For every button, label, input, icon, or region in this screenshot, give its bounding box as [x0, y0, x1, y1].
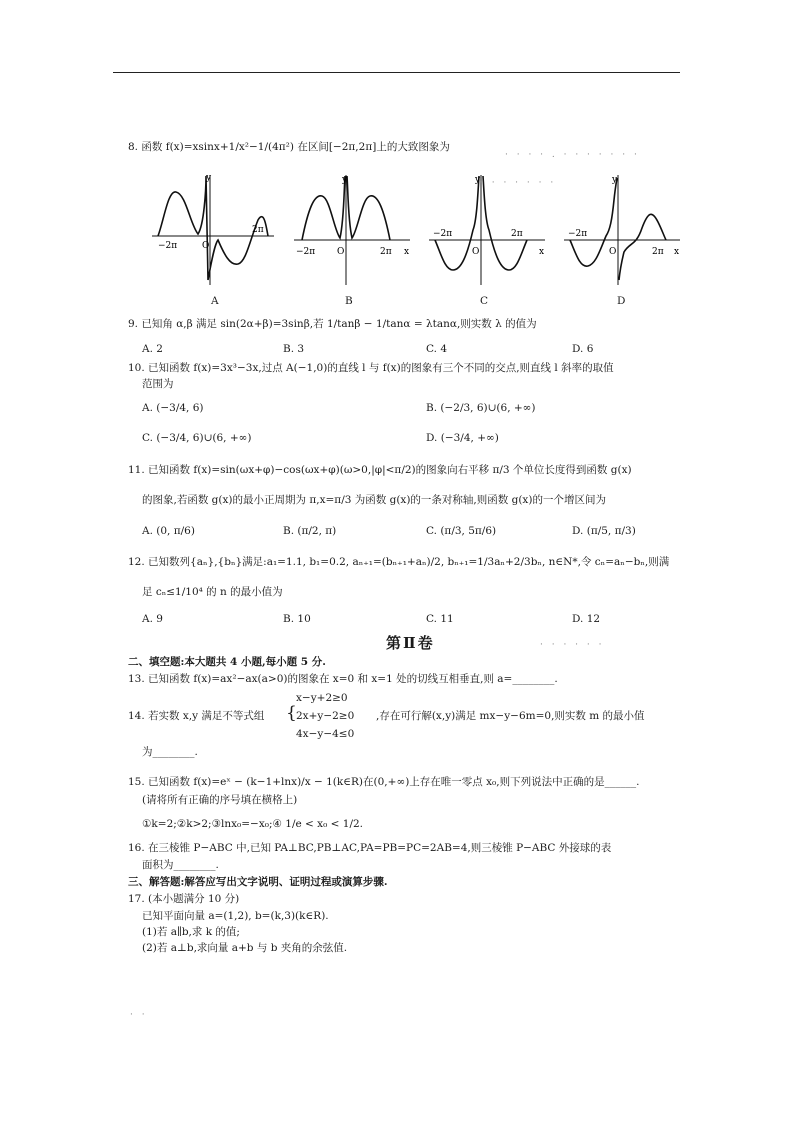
y-label: y: [206, 173, 212, 183]
q14-prefix: 14. 若实数 x,y 满足不等式组: [128, 710, 265, 722]
graph-a: [148, 170, 278, 290]
scan-noise: · · · · . · · · · · · ·: [505, 150, 640, 160]
q15-stem-line1: 15. 已知函数 f(x)=eˣ − (k−1+lnx)/x − 1(k∈R)在(0,+∞)上存在唯一零点 x₀,则下列说法中正确的是______.: [128, 776, 640, 788]
q16-stem-line2: 面积为________.: [142, 859, 219, 871]
graph-c-label: C: [480, 295, 489, 307]
q11-stem-line1: 11. 已知函数 f(x)=sin(ωx+φ)−cos(ωx+φ)(ω>0,|φ|<π/2)的图象向右平移 π/3 个单位长度得到函数 g(x): [128, 464, 632, 476]
q10-stem-line2: 范围为: [142, 378, 174, 390]
q10-option-b[interactable]: B. (−2/3, 6)∪(6, +∞): [426, 402, 536, 414]
q14-sys-1: x−y+2≥0: [296, 692, 348, 704]
origin-label: O: [202, 241, 210, 251]
right-tick: 2π: [252, 225, 264, 235]
x-label: x: [404, 247, 410, 257]
q14-sys-3: 4x−y−4≤0: [296, 728, 355, 740]
part3-header: 三、解答题:解答应写出文字说明、证明过程或演算步骤.: [128, 876, 388, 888]
q17-line3: (2)若 a⊥b,求向量 a+b 与 b 夹角的余弦值.: [142, 942, 348, 954]
section-title: 第Ⅱ卷: [386, 634, 435, 652]
graph-c: [425, 170, 550, 290]
q10-stem-line1: 10. 已知函数 f(x)=3x³−3x,过点 A(−1,0)的直线 l 与 f(x)的图象有三个不同的交点,则直线 l 斜率的取值: [128, 362, 614, 374]
q14-line2: 为________.: [142, 746, 198, 758]
x-label: x: [674, 247, 680, 257]
q12-stem-line1: 12. 已知数列{aₙ},{bₙ}满足:a₁=1.1, b₁=0.2, aₙ₊₁=(bₙ₊₁+aₙ)/2, bₙ₊₁=1/3aₙ+2/3bₙ, n∈N*,令 cₙ=aₙ−bₙ,则满: [128, 556, 670, 568]
origin-label: O: [472, 247, 480, 257]
y-label: y: [475, 175, 481, 185]
scan-noise: · · · · · ·: [540, 640, 605, 650]
graph-b: [290, 170, 415, 290]
q11-option-d[interactable]: D. (π/5, π/3): [572, 525, 636, 537]
left-tick: −2π: [568, 229, 588, 239]
right-tick: 2π: [511, 229, 523, 239]
graph-d-label: D: [617, 295, 626, 307]
q11-stem-line2: 的图象,若函数 g(x)的最小正周期为 π,x=π/3 为函数 g(x)的一条对称轴,则函数 g(x)的一个增区间为: [142, 494, 606, 506]
q16-stem-line1: 16. 在三棱锥 P−ABC 中,已知 PA⊥BC,PB⊥AC,PA=PB=PC=2AB=4,则三棱锥 P−ABC 外接球的表: [128, 842, 612, 854]
q11-option-b[interactable]: B. (π/2, π): [283, 525, 337, 537]
q12-option-a[interactable]: A. 9: [142, 613, 163, 625]
q10-option-a[interactable]: A. (−3/4, 6): [142, 402, 204, 414]
graph-a-label: A: [211, 295, 219, 307]
q17-line1: 已知平面向量 a=(1,2), b=(k,3)(k∈R).: [142, 910, 329, 922]
q12-option-b[interactable]: B. 10: [283, 613, 311, 625]
graph-d: [560, 170, 685, 290]
q17-line2: (1)若 a∥b,求 k 的值;: [142, 926, 240, 938]
origin-label: O: [337, 247, 345, 257]
left-tick: −2π: [296, 247, 316, 257]
q9-option-d[interactable]: D. 6: [572, 343, 594, 355]
left-tick: −2π: [433, 229, 453, 239]
q9-option-a[interactable]: A. 2: [142, 343, 163, 355]
scan-noise: · · · · · · ·: [480, 178, 557, 188]
q14-brace: {: [286, 703, 297, 723]
y-label: y: [342, 175, 348, 185]
q9-option-b[interactable]: B. 3: [283, 343, 305, 355]
q9-stem: 9. 已知角 α,β 满足 sin(2α+β)=3sinβ,若 1/tanβ − 1/tanα = λtanα,则实数 λ 的值为: [128, 318, 537, 330]
q10-option-d[interactable]: D. (−3/4, +∞): [426, 432, 499, 444]
origin-label: O: [609, 247, 617, 257]
x-label: x: [539, 247, 545, 257]
left-tick: −2π: [158, 241, 178, 251]
q14-sys-2: 2x+y−2≥0: [296, 710, 355, 722]
graph-b-label: B: [345, 295, 353, 307]
scan-noise: · ·: [130, 1010, 148, 1020]
q12-option-d[interactable]: D. 12: [572, 613, 601, 625]
q8-stem: 8. 函数 f(x)=xsinx+1/x²−1/(4π²) 在区间[−2π,2π]上的大致图象为: [128, 141, 450, 153]
header-rule: [113, 72, 680, 73]
q10-option-c[interactable]: C. (−3/4, 6)∪(6, +∞): [142, 432, 252, 444]
q9-option-c[interactable]: C. 4: [426, 343, 448, 355]
y-label: y: [612, 175, 618, 185]
q11-option-c[interactable]: C. (π/3, 5π/6): [426, 525, 497, 537]
part2-header: 二、填空题:本大题共 4 小题,每小题 5 分.: [128, 656, 326, 668]
right-tick: 2π: [652, 247, 664, 257]
q15-stem-line2: (请将所有正确的序号填在横格上): [142, 794, 298, 806]
q12-option-c[interactable]: C. 11: [426, 613, 454, 625]
q15-stem-line3: ①k=2;②k>2;③lnx₀=−x₀;④ 1/e < x₀ < 1/2.: [142, 818, 364, 830]
q11-option-a[interactable]: A. (0, π/6): [142, 525, 195, 537]
q12-stem-line2: 足 cₙ≤1/10⁴ 的 n 的最小值为: [142, 586, 283, 598]
q17-title: 17. (本小题满分 10 分): [128, 893, 240, 905]
q13-stem: 13. 已知函数 f(x)=ax²−ax(a>0)的图象在 x=0 和 x=1 处的切线互相垂直,则 a=________.: [128, 673, 558, 685]
right-tick: 2π: [380, 247, 392, 257]
q14-suffix: ,存在可行解(x,y)满足 mx−y−6m=0,则实数 m 的最小值: [376, 710, 645, 722]
